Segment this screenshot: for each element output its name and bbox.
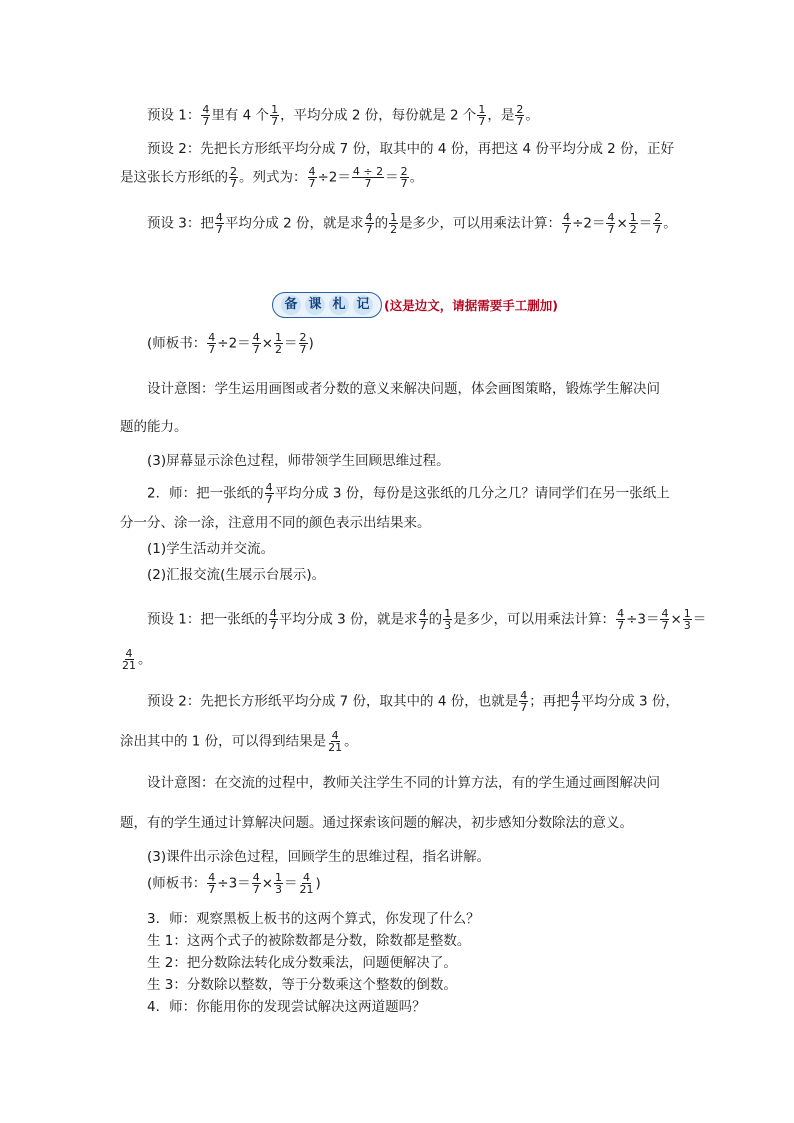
numerator: 1 bbox=[444, 607, 452, 620]
denominator: 2 bbox=[629, 223, 637, 236]
text-run: × bbox=[261, 335, 273, 352]
fraction bbox=[352, 166, 384, 189]
text-run: 预设 1： bbox=[147, 107, 201, 124]
numerator: 1 bbox=[478, 103, 486, 116]
fraction bbox=[443, 608, 452, 631]
lesson-notes-banner bbox=[272, 292, 558, 318]
fraction bbox=[629, 212, 638, 235]
fraction bbox=[365, 212, 374, 235]
numerator: 2 bbox=[230, 165, 237, 178]
fraction bbox=[252, 332, 261, 355]
fraction bbox=[653, 212, 662, 235]
numerator: 4 bbox=[265, 481, 273, 494]
preset-3-line bbox=[147, 212, 677, 235]
preset-2-line-2 bbox=[120, 166, 423, 189]
text-run: ＝ bbox=[638, 215, 653, 232]
denominator: 7 bbox=[563, 223, 571, 236]
fraction bbox=[400, 166, 409, 189]
numerator: 4 bbox=[563, 211, 571, 224]
text-run: 是这张长方形纸的 bbox=[120, 169, 228, 186]
numerator: 4 bbox=[208, 871, 216, 884]
text-run: 是多少，可以用乘法计算： bbox=[453, 611, 616, 628]
text-run: ) bbox=[308, 335, 314, 352]
text-run: (师板书： bbox=[147, 335, 207, 352]
denominator: 7 bbox=[478, 115, 486, 128]
denominator: 7 bbox=[661, 619, 669, 632]
design-intent-2b: 题，有的学生通过计算解决问题。通过探索该问题的解决，初步感知分数除法的意义。 bbox=[120, 815, 633, 831]
student-answer-1: 生 1：这两个式子的被除数都是分数，除数都是整数。 bbox=[147, 933, 471, 949]
fraction bbox=[207, 332, 216, 355]
denominator: 7 bbox=[571, 701, 579, 714]
fraction bbox=[299, 872, 315, 895]
text-run: 的 bbox=[428, 611, 443, 628]
text-run: 里有 4 个 bbox=[211, 107, 270, 124]
report-preset-1-line-2 bbox=[120, 648, 152, 671]
numerator: 2 bbox=[299, 331, 307, 344]
numerator: 4 bbox=[331, 729, 339, 742]
numerator: 4 bbox=[252, 871, 260, 884]
fraction bbox=[265, 482, 274, 505]
denominator: 7 bbox=[202, 115, 210, 128]
design-intent-2a: 设计意图：在交流的过程中，教师关注学生不同的计算方法，有的学生通过画图解决问 bbox=[147, 775, 660, 791]
text-run: 预设 1：把一张纸的 bbox=[147, 611, 268, 628]
fraction bbox=[299, 332, 308, 355]
preset-1-line bbox=[147, 104, 539, 127]
fraction bbox=[229, 166, 238, 189]
denominator: 7 bbox=[252, 343, 260, 356]
student-answer-2: 生 2：把分数除法转化成分数乘法，问题便解决了。 bbox=[147, 955, 457, 971]
denominator: 7 bbox=[208, 343, 216, 356]
design-intent-1b: 题的能力。 bbox=[120, 419, 188, 435]
numerator: 4 bbox=[208, 331, 216, 344]
report-preset-2-line-1 bbox=[147, 690, 679, 713]
fraction bbox=[562, 212, 571, 235]
fraction bbox=[389, 212, 398, 235]
text-run: 平均分成 3 份，每份是这张纸的几分之几？请同学们在另一张纸上 bbox=[274, 485, 670, 502]
numerator: 4 bbox=[607, 211, 615, 224]
numerator: 4 bbox=[202, 103, 210, 116]
text-run: ÷2＝ bbox=[317, 169, 351, 186]
denominator: 7 bbox=[269, 619, 277, 632]
text-run: 是多少，可以用乘法计算： bbox=[399, 215, 562, 232]
preset-2-text: 预设 2：先把长方形纸平均分成 7 份，取其中的 4 份，再把这 4 份平均分成 2 份，正好 bbox=[147, 141, 675, 157]
fraction bbox=[616, 608, 625, 631]
text-run: 涂出其中的 1 份，可以得到结果是 bbox=[120, 733, 327, 750]
text-run: ÷3＝ bbox=[626, 611, 660, 628]
question-2-line-1 bbox=[147, 482, 670, 505]
text-run: ，平均分成 2 份，每份就是 2 个 bbox=[280, 107, 477, 124]
denominator: 7 bbox=[654, 223, 662, 236]
denominator: 7 bbox=[400, 177, 408, 190]
text-run: 预设 3：把 bbox=[147, 215, 214, 232]
fraction bbox=[274, 872, 283, 895]
question-4: 4．师：你能用你的发现尝试解决这两道题吗？ bbox=[147, 999, 426, 1015]
numerator: 4 bbox=[303, 871, 310, 884]
numerator: 1 bbox=[683, 607, 691, 620]
text-run: 的 bbox=[374, 215, 389, 232]
text-run: 预设 2：先把长方形纸平均分成 7 份，取其中的 4 份，也就是 bbox=[147, 693, 519, 710]
text-run: 2．师：把一张纸的 bbox=[147, 485, 264, 502]
numerator: 4 bbox=[661, 607, 669, 620]
text-run: ；再把 bbox=[529, 693, 570, 710]
text-run: 。 bbox=[525, 107, 539, 124]
text-run: 。列式为： bbox=[239, 169, 307, 186]
numerator: 4 bbox=[269, 607, 277, 620]
fraction bbox=[327, 730, 343, 753]
numerator: 4 bbox=[520, 689, 528, 702]
text-run: (师板书： bbox=[147, 875, 207, 892]
denominator: 7 bbox=[265, 493, 273, 506]
sub-step-2: (2)汇报交流(生展示台展示)。 bbox=[147, 567, 326, 583]
fraction bbox=[571, 690, 580, 713]
sub-step-1: (1)学生活动并交流。 bbox=[147, 541, 275, 557]
denominator: 3 bbox=[275, 883, 282, 896]
text-run: 。 bbox=[663, 215, 677, 232]
numerator: 4 bbox=[308, 165, 316, 178]
denominator: 7 bbox=[607, 223, 615, 236]
text-run: 平均分成 3 份，就是求 bbox=[278, 611, 418, 628]
fraction bbox=[207, 872, 216, 895]
denominator: 7 bbox=[252, 883, 260, 896]
text-run: ÷2＝ bbox=[572, 215, 606, 232]
fraction bbox=[606, 212, 615, 235]
banner-char: 记 bbox=[353, 295, 373, 315]
denominator: 3 bbox=[683, 619, 691, 632]
text-run: × bbox=[261, 875, 273, 892]
fraction bbox=[419, 608, 428, 631]
text-run: × bbox=[670, 611, 682, 628]
banner-char: 札 bbox=[329, 295, 349, 315]
fraction bbox=[121, 648, 137, 671]
numerator: 2 bbox=[400, 165, 408, 178]
question-2-line-2: 分一分、涂一涂，注意用不同的颜色表示出结果来。 bbox=[120, 515, 431, 531]
numerator: 1 bbox=[629, 211, 637, 224]
denominator: 2 bbox=[275, 343, 282, 356]
step-3-b: (3)课件出示涂色过程，回顾学生的思维过程，指名讲解。 bbox=[147, 849, 491, 865]
text-run: 。 bbox=[409, 169, 424, 186]
fraction bbox=[269, 608, 278, 631]
numerator: 1 bbox=[271, 103, 279, 116]
numerator: 4 bbox=[252, 331, 260, 344]
numerator: 4 bbox=[365, 211, 373, 224]
denominator: 7 bbox=[617, 619, 625, 632]
numerator: 4 bbox=[125, 647, 133, 660]
report-preset-2-line-2 bbox=[120, 730, 358, 753]
fraction bbox=[201, 104, 210, 127]
report-preset-1-line-1 bbox=[147, 608, 706, 631]
fraction bbox=[308, 166, 317, 189]
denominator: 7 bbox=[516, 115, 524, 128]
text-run: 。 bbox=[138, 651, 152, 668]
banner-char: 备 bbox=[281, 295, 301, 315]
denominator: 7 bbox=[271, 115, 279, 128]
numerator: 2 bbox=[654, 211, 662, 224]
text-run: ÷2＝ bbox=[217, 335, 251, 352]
text-run: × bbox=[616, 215, 628, 232]
text-run: ＝ bbox=[284, 335, 298, 352]
text-run: 平均分成 2 份，就是求 bbox=[224, 215, 364, 232]
fraction bbox=[215, 212, 224, 235]
denominator: 3 bbox=[444, 619, 452, 632]
fraction bbox=[270, 104, 279, 127]
banner-char: 课 bbox=[305, 295, 325, 315]
fraction bbox=[660, 608, 669, 631]
text-run: ÷3＝ bbox=[217, 875, 251, 892]
denominator: 7 bbox=[208, 883, 216, 896]
numerator: 4 ÷ 2 bbox=[352, 165, 384, 178]
numerator: 4 bbox=[617, 607, 625, 620]
denominator: 7 bbox=[230, 177, 237, 190]
design-intent-1a: 设计意图：学生运用画图或者分数的意义来解决问题，体会画图策略，锻炼学生解决问 bbox=[147, 381, 660, 397]
denominator: 21 bbox=[122, 659, 136, 672]
fraction bbox=[683, 608, 692, 631]
numerator: 1 bbox=[275, 871, 282, 884]
text-run: 。 bbox=[344, 733, 358, 750]
denominator: 21 bbox=[328, 741, 343, 754]
numerator: 1 bbox=[275, 331, 282, 344]
denominator: 7 bbox=[419, 619, 427, 632]
lesson-notes-badge bbox=[272, 292, 382, 318]
preset-2-line-1 bbox=[147, 140, 674, 158]
denominator: 2 bbox=[390, 223, 398, 236]
text-run: ) bbox=[315, 875, 321, 892]
denominator: 7 bbox=[365, 223, 373, 236]
numerator: 1 bbox=[390, 211, 398, 224]
text-run: ＝ bbox=[284, 875, 298, 892]
numerator: 4 bbox=[571, 689, 579, 702]
denominator: 7 bbox=[215, 223, 223, 236]
fraction bbox=[252, 872, 261, 895]
numerator: 4 bbox=[419, 607, 427, 620]
fraction bbox=[515, 104, 524, 127]
text-run: ＝ bbox=[385, 169, 399, 186]
numerator: 4 bbox=[215, 211, 223, 224]
step-3-a: (3)屏幕显示涂色过程，师带领学生回顾思维过程。 bbox=[147, 453, 450, 469]
question-3: 3．师：观察黑板上板书的这两个算式，你发现了什么？ bbox=[147, 911, 480, 927]
denominator: 7 bbox=[364, 177, 372, 190]
numerator: 2 bbox=[516, 103, 524, 116]
denominator: 7 bbox=[520, 701, 528, 714]
fraction bbox=[274, 332, 283, 355]
text-run: ，是 bbox=[487, 107, 515, 124]
board-writing-1 bbox=[147, 332, 314, 355]
denominator: 7 bbox=[308, 177, 316, 190]
fraction bbox=[519, 690, 528, 713]
text-run: 平均分成 3 份， bbox=[580, 693, 679, 710]
fraction bbox=[477, 104, 486, 127]
text-run: ＝ bbox=[692, 611, 707, 628]
student-answer-3: 生 3：分数除以整数，等于分数乘这个整数的倒数。 bbox=[147, 977, 457, 993]
board-writing-2 bbox=[147, 872, 321, 895]
denominator: 21 bbox=[299, 883, 314, 896]
denominator: 7 bbox=[299, 343, 307, 356]
margin-note: (这是边文，请据需要手工删加) bbox=[384, 298, 558, 313]
